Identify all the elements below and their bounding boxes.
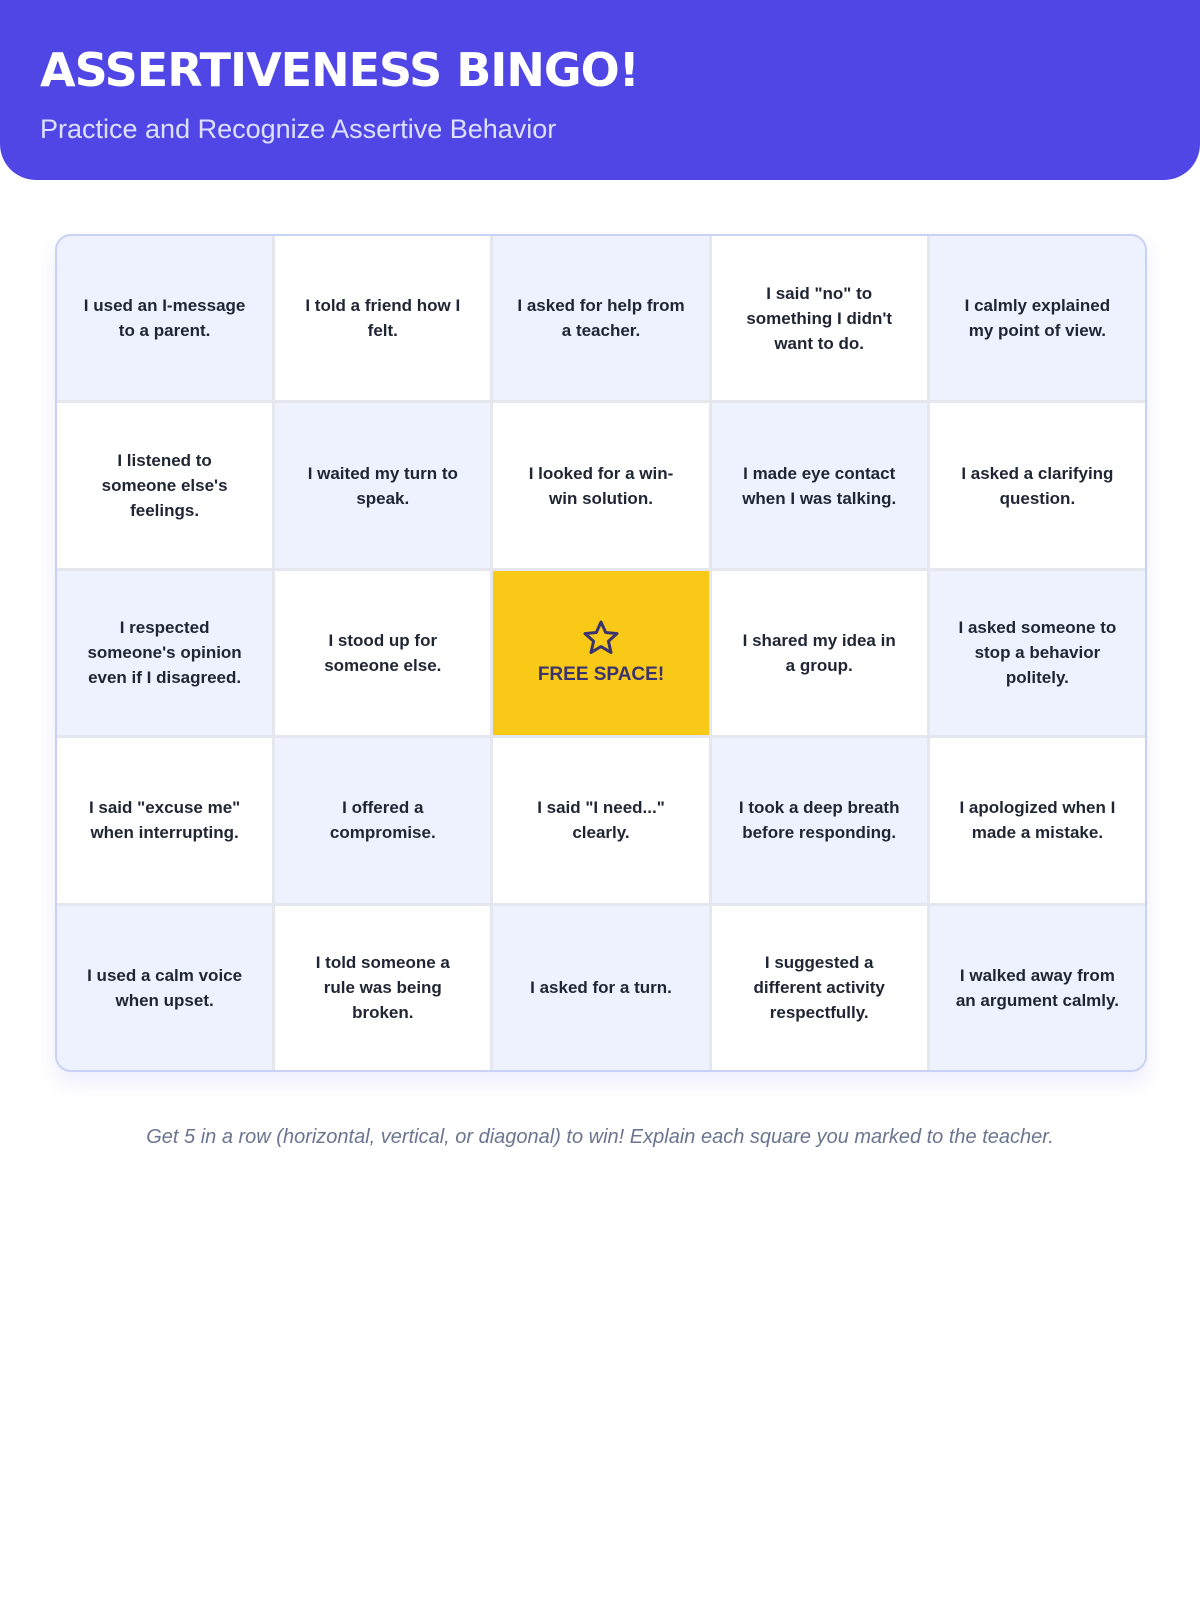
bingo-square[interactable]: I asked a clarifying question.	[930, 403, 1145, 567]
bingo-square[interactable]: I calmly explained my point of view.	[930, 236, 1145, 400]
bingo-square[interactable]: I said "excuse me" when interrupting.	[57, 738, 272, 902]
instructions-footnote: Get 5 in a row (horizontal, vertical, or diagonal) to win! Explain each square you marked to the teacher.	[146, 1126, 1054, 1148]
bingo-square[interactable]: I looked for a win-win solution.	[493, 403, 708, 567]
bingo-square[interactable]: I asked for help from a teacher.	[493, 236, 708, 400]
bingo-square[interactable]: I listened to someone else's feelings.	[57, 403, 272, 567]
bingo-square[interactable]: I told a friend how I felt.	[275, 236, 490, 400]
bingo-square[interactable]: I asked someone to stop a behavior politely.	[930, 571, 1145, 735]
page-header	[0, 0, 1200, 180]
bingo-square[interactable]: I waited my turn to speak.	[275, 403, 490, 567]
bingo-square[interactable]: I asked for a turn.	[493, 906, 708, 1070]
bingo-square[interactable]: I respected someone's opinion even if I disagreed.	[57, 571, 272, 735]
bingo-square[interactable]: I said "I need..." clearly.	[493, 738, 708, 902]
bingo-square[interactable]: I used a calm voice when upset.	[57, 906, 272, 1070]
free-space-label: FREE SPACE!	[537, 664, 665, 686]
bingo-square[interactable]: I apologized when I made a mistake.	[930, 738, 1145, 902]
page-title: ASSERTIVENESS BINGO!	[40, 43, 639, 97]
bingo-square[interactable]: I shared my idea in a group.	[712, 571, 927, 735]
bingo-square[interactable]: I made eye contact when I was talking.	[712, 403, 927, 567]
star-icon	[581, 618, 621, 658]
bingo-square[interactable]: I told someone a rule was being broken.	[275, 906, 490, 1070]
bingo-square[interactable]: I offered a compromise.	[275, 738, 490, 902]
bingo-square[interactable]: I stood up for someone else.	[275, 571, 490, 735]
bingo-square[interactable]: I suggested a different activity respectfully.	[712, 906, 927, 1070]
free-space-square[interactable]	[493, 571, 708, 735]
bingo-square[interactable]: I used an I-message to a parent.	[57, 236, 272, 400]
bingo-square[interactable]: I walked away from an argument calmly.	[930, 906, 1145, 1070]
bingo-square[interactable]: I took a deep breath before responding.	[712, 738, 927, 902]
page-subtitle: Practice and Recognize Assertive Behavior	[40, 114, 557, 144]
bingo-square[interactable]: I said "no" to something I didn't want to do.	[712, 236, 927, 400]
bingo-board	[55, 234, 1147, 1072]
